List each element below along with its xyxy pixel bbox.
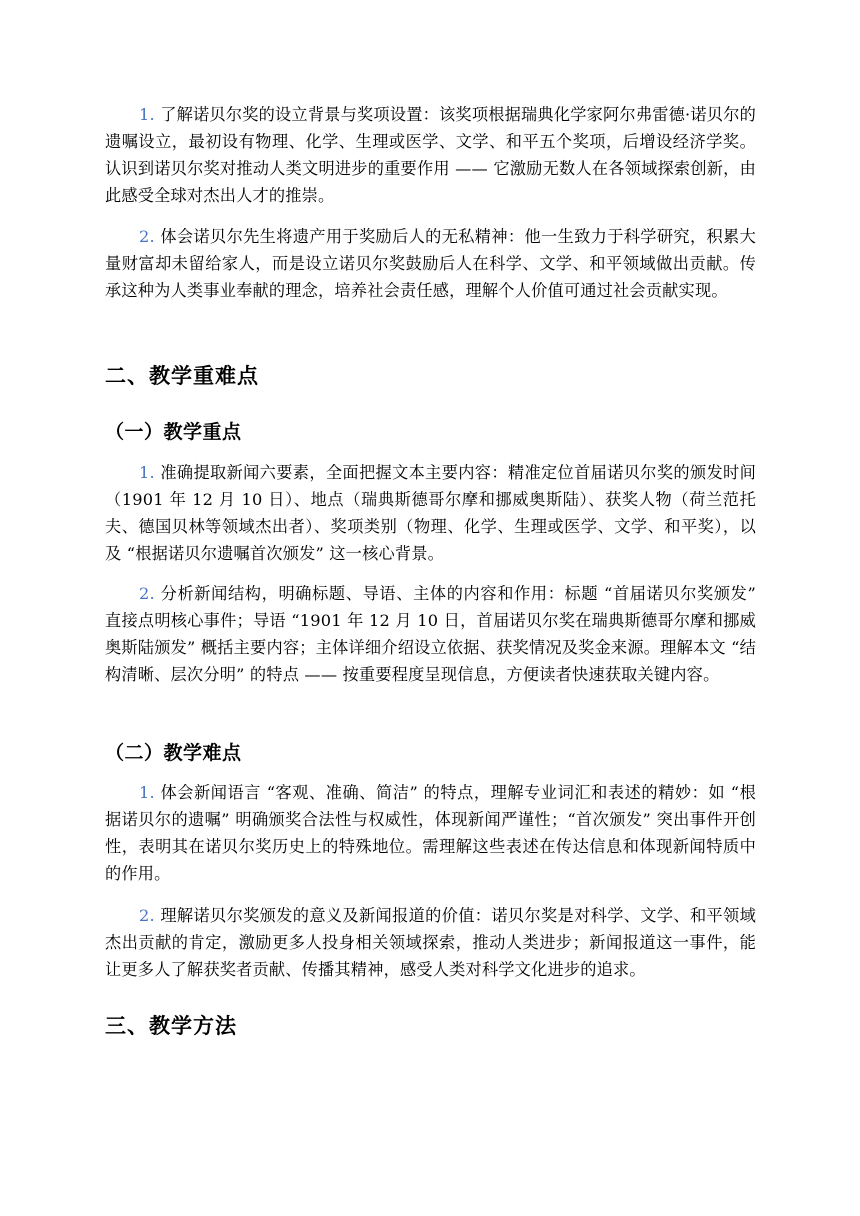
item-text: 理解诺贝尔奖颁发的意义及新闻报道的价值：诺贝尔奖是对科学、文学、和平领域杰出贡献的肯定，激励更多人投身相关领域探索，推动人类进步；新闻报道这一事件，能让更多人了解获奖者贡献、传播其精神，感受人类对科学文化进步的追求。	[105, 906, 756, 979]
item-text: 了解诺贝尔奖的设立背景与奖项设置：该奖项根据瑞典化学家阿尔弗雷德·诺贝尔的遗嘱设立，最初设有物理、化学、生理或医学、文学、和平五个奖项，后增设经济学奖。认识到诺贝尔奖对推动人类文明进步的重要作用 —— 它激励无数人在各领域探索创新，由此感受全球对杰出人才的推崇。	[105, 105, 756, 205]
item-text: 体会诺贝尔先生将遗产用于奖励后人的无私精神：他一生致力于科学研究，积累大量财富却未留给家人，而是设立诺贝尔奖鼓励后人在科学、文学、和平领域做出贡献。传承这种为人类事业奉献的理念，培养社会责任感，理解个人价值可通过社会贡献实现。	[105, 227, 756, 300]
item-number: 2.	[139, 227, 155, 246]
difficulty-item-2	[105, 902, 756, 983]
key-point-item-1	[105, 459, 756, 567]
item-text: 体会新闻语言 “客观、准确、简洁” 的特点，理解专业词汇和表述的精妙：如 “根据诺贝尔的遗嘱” 明确颁奖合法性与权威性，体现新闻严谨性；“首次颁发” 突出事件开创性，表明其在诺贝尔奖历史上的特殊地位。需理解这些表述在传达信息和体现新闻特质中的作用。	[105, 783, 756, 883]
difficulty-item-1	[105, 779, 756, 887]
subsection-heading-key-points: （一）教学重点	[105, 421, 242, 443]
section-heading-3: 三、教学方法	[105, 1014, 237, 1038]
item-number: 2.	[139, 906, 155, 925]
section-heading-2: 二、教学重难点	[105, 364, 259, 388]
subsection-heading-difficulties: （二）教学难点	[105, 742, 242, 764]
item-number: 1.	[139, 783, 155, 802]
item-text: 分析新闻结构，明确标题、导语、主体的内容和作用：标题 “首届诺贝尔奖颁发” 直接点明核心事件；导语 “1901 年 12 月 10 日，首届诺贝尔奖在瑞典斯德哥尔摩和挪威奥斯陆颁发” 概括主要内容；主体详细介绍设立依据、获奖情况及奖金来源。理解本文 “结构清晰、层次分明” 的特点 —— 按重要程度呈现信息，方便读者快速获取关键内容。	[105, 584, 756, 684]
item-number: 1.	[139, 463, 155, 482]
intro-item-2	[105, 223, 756, 304]
key-point-item-2	[105, 580, 756, 688]
item-text: 准确提取新闻六要素，全面把握文本主要内容：精准定位首届诺贝尔奖的颁发时间（1901 年 12 月 10 日）、地点（瑞典斯德哥尔摩和挪威奥斯陆）、获奖人物（荷兰范托夫、德国贝林等领域杰出者）、奖项类别（物理、化学、生理或医学、文学、和平奖），以及 “根据诺贝尔遗嘱首次颁发” 这一核心背景。	[105, 463, 756, 563]
item-number: 1.	[139, 105, 155, 124]
intro-item-1	[105, 101, 756, 209]
item-number: 2.	[139, 584, 155, 603]
